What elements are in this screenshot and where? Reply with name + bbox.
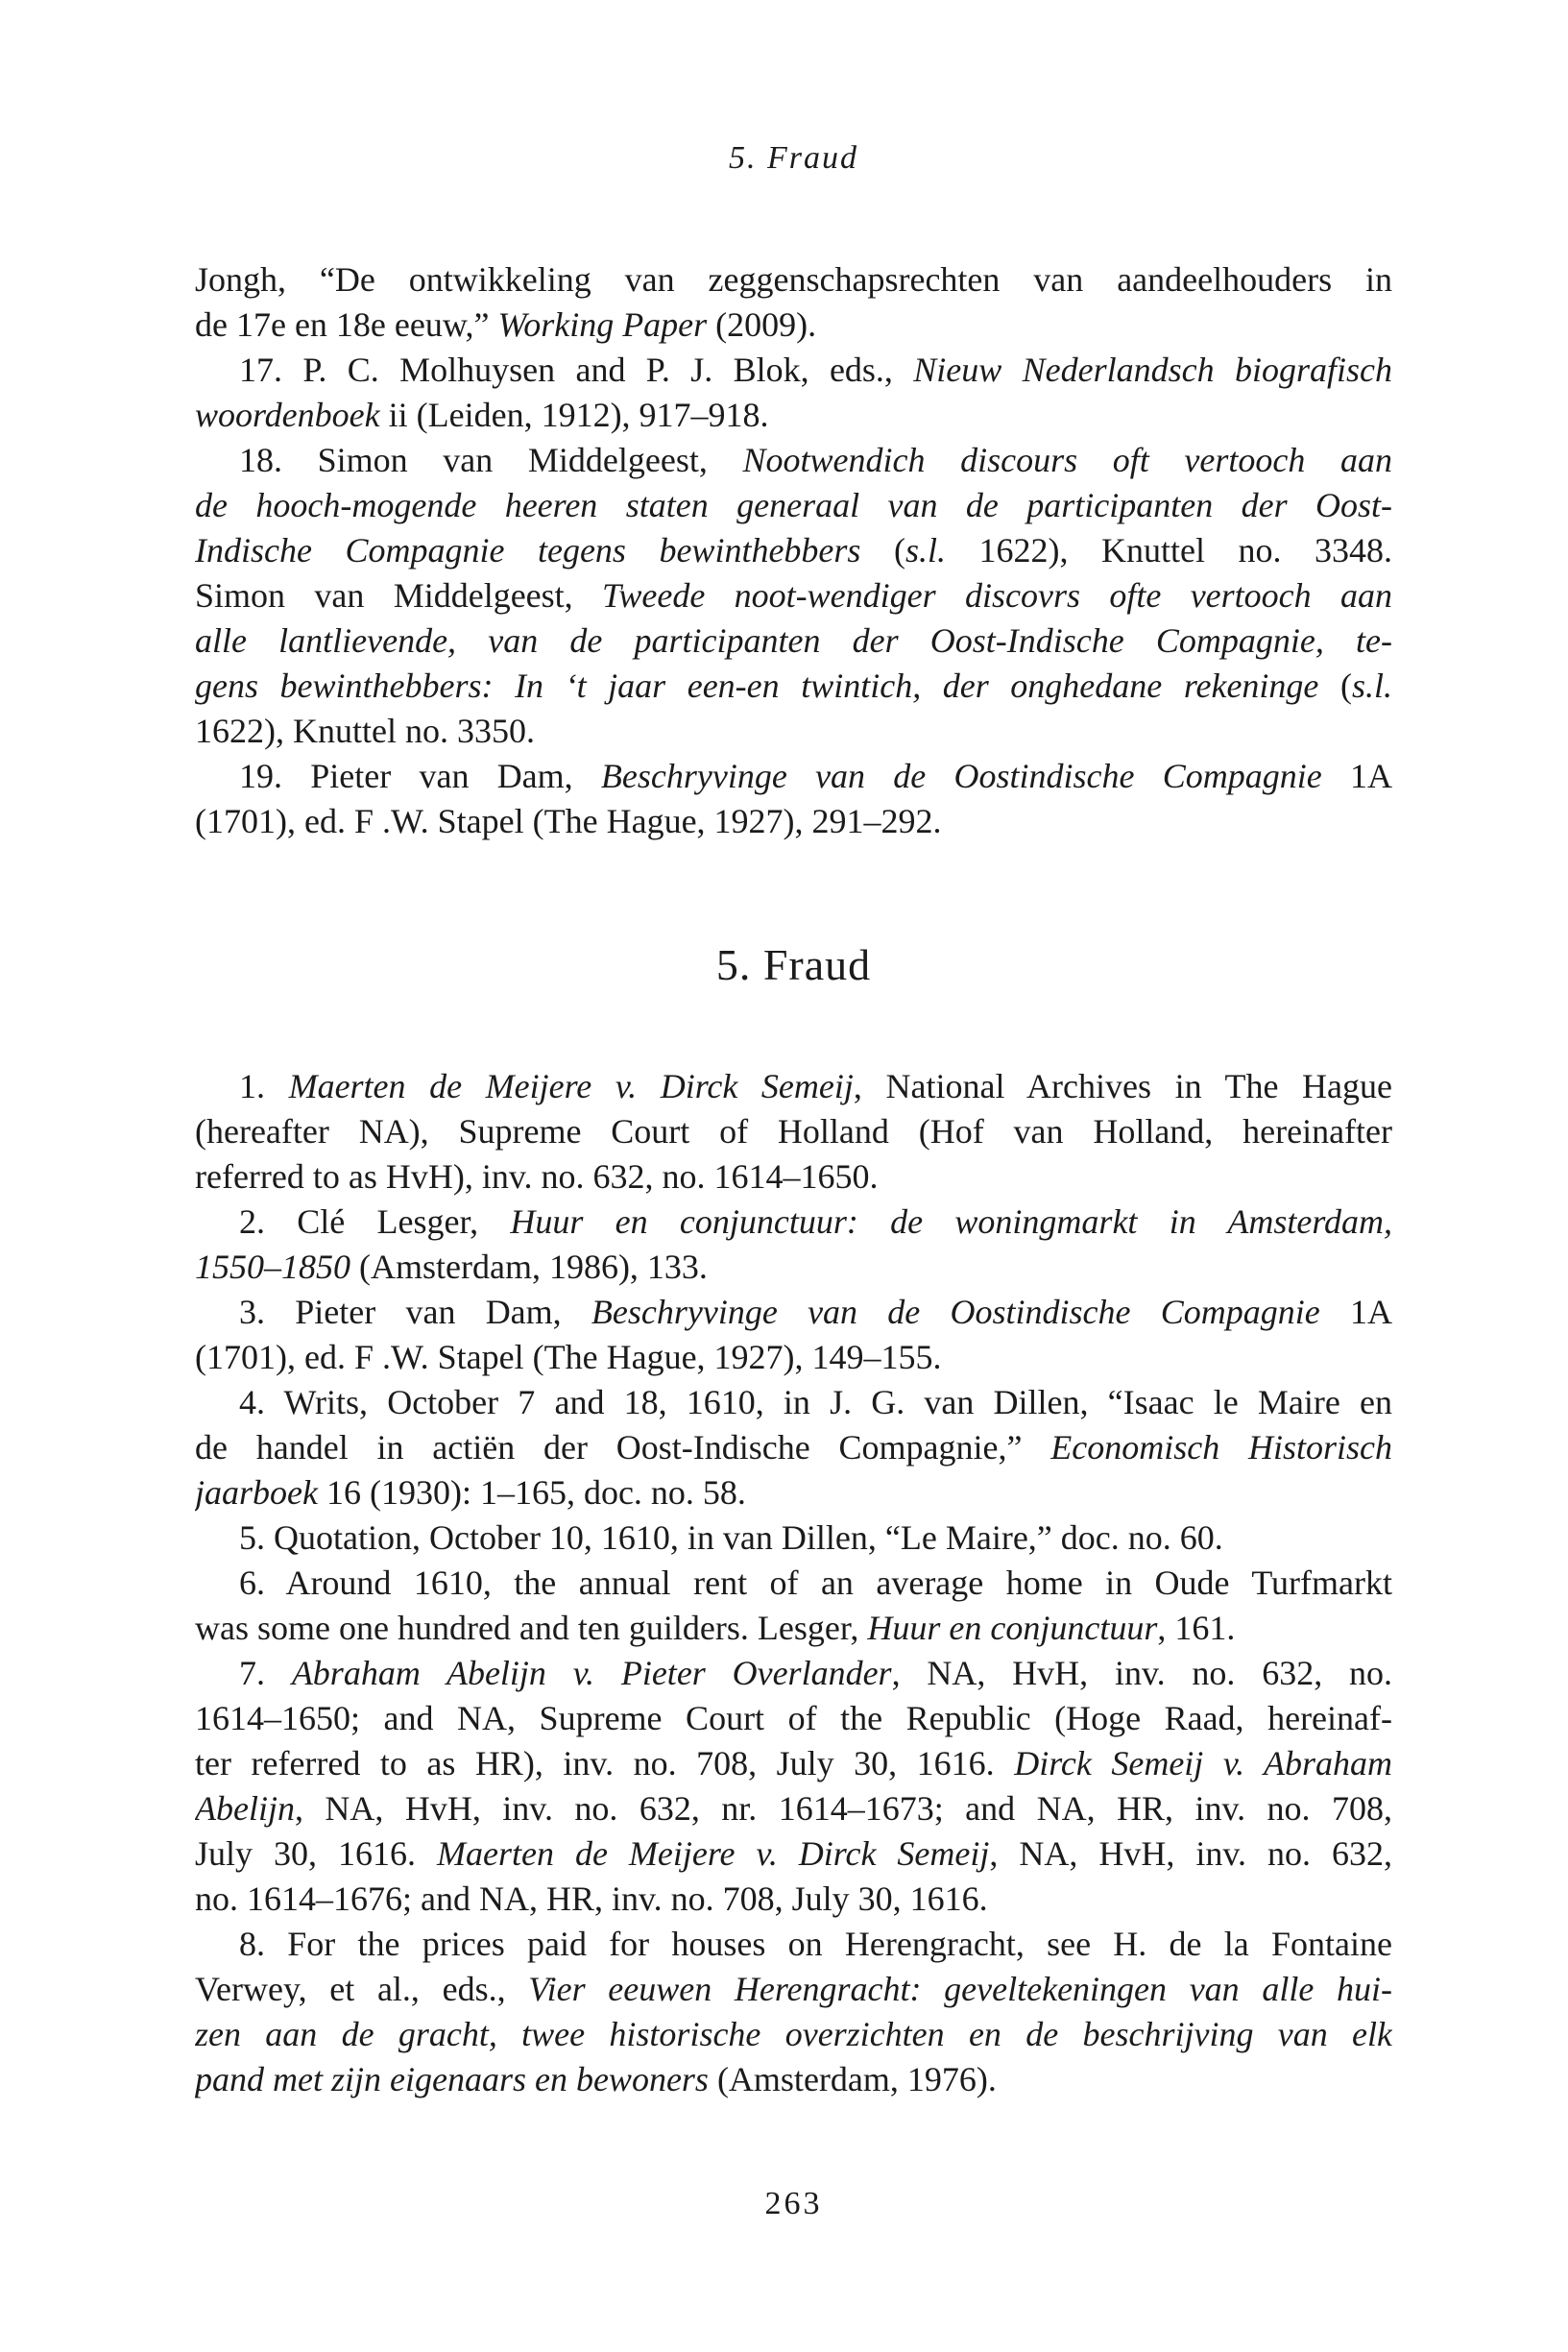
text-run: 3. Pieter van Dam,: [239, 1293, 591, 1331]
italic-text: Nootwendich discours oft vertooch aan: [742, 441, 1392, 479]
note-paragraph: [195, 1200, 1392, 1290]
text-run: , NA, HvH, inv. no. 632, nr. 1614–1673; and NA, HR, inv. no. 708,: [294, 1789, 1392, 1828]
italic-text: Abraham Abelijn v. Pieter Overlander: [291, 1654, 892, 1692]
italic-text: Beschryvinge van de Oostindische Compagnie: [591, 1293, 1320, 1331]
note-line: [195, 1064, 1392, 1109]
note-line: [195, 1922, 1392, 1967]
italic-text: Vier eeuwen Herengracht: geveltekeningen van alle hui-: [528, 1970, 1392, 2008]
note-line: [195, 1470, 1392, 1515]
note-paragraph: [195, 1064, 1392, 1200]
text-run: 18. Simon van Middelgeest,: [239, 441, 743, 479]
text-run: , NA, HvH, inv. no. 632,: [989, 1834, 1392, 1873]
text-run: , NA, HvH, inv. no. 632, no.: [891, 1654, 1392, 1692]
text-run: 1622), Knuttel no. 3348.: [945, 531, 1392, 570]
italic-text: alle lantlievende, van de participanten der Oost-Indische Compagnie, te-: [195, 621, 1392, 660]
text-run: was some one hundred and ten guilders. Lesger,: [195, 1609, 868, 1647]
text-run: Jongh, “De ontwikkeling van zeggenschapsrechten van aandeelhouders in: [195, 260, 1392, 299]
italic-text: Working Paper: [497, 305, 708, 344]
text-run: ii (Leiden, 1912), 917–918.: [379, 396, 769, 434]
text-run: de 17e en 18e eeuw,”: [195, 305, 498, 344]
note-line: [195, 257, 1392, 303]
text-run: 16 (1930): 1–165, doc. no. 58.: [317, 1473, 746, 1512]
text-run: 6. Around 1610, the annual rent of an average home in Oude Turfmarkt: [239, 1564, 1392, 1602]
italic-text: pand met zijn eigenaars en bewoners: [195, 2060, 709, 2098]
text-run: 1A: [1321, 757, 1392, 795]
note-paragraph: [195, 1290, 1392, 1380]
note-line: [195, 348, 1392, 393]
text-run: Simon van Middelgeest,: [195, 576, 603, 615]
note-line: [195, 799, 1392, 844]
note-paragraph: [195, 1515, 1392, 1561]
note-line: [195, 1109, 1392, 1154]
note-line: [195, 1831, 1392, 1877]
text-run: 8. For the prices paid for houses on Herengracht, see H. de la Fontaine: [239, 1925, 1392, 1963]
italic-text: gens bewinthebbers: In ‘t jaar een-en twintich, der onghedane rekeninge: [195, 667, 1319, 705]
italic-text: s.l.: [1351, 667, 1392, 705]
note-line: [195, 1696, 1392, 1741]
text-run: referred to as HvH), inv. no. 632, no. 1614–1650.: [195, 1157, 879, 1196]
note-line: [195, 2012, 1392, 2057]
note-line: [195, 1651, 1392, 1696]
text-run: ter referred to as HR), inv. no. 708, July 30, 1616.: [195, 1744, 1015, 1782]
page-number: 263: [764, 2186, 823, 2221]
note-line: [195, 1380, 1392, 1425]
text-run: 1614–1650; and NA, Supreme Court of the Republic (Hoge Raad, hereinaf-: [195, 1699, 1392, 1737]
text-run: July 30, 1616.: [195, 1834, 437, 1873]
text-run: (2009).: [707, 305, 817, 344]
note-line: [195, 528, 1392, 573]
italic-text: Beschryvinge van de Oostindische Compagnie: [600, 757, 1322, 795]
note-line: [195, 754, 1392, 799]
text-run: 1A: [1319, 1293, 1392, 1331]
text-run: de handel in actiën der Oost-Indische Compagnie,”: [195, 1428, 1051, 1467]
note-line: [195, 1154, 1392, 1200]
note-paragraph: [195, 1651, 1392, 1922]
note-line: [195, 1515, 1392, 1561]
text-run: (Amsterdam, 1986), 133.: [350, 1248, 708, 1286]
text-run: 5. Quotation, October 10, 1610, in van Dillen, “Le Maire,” doc. no. 60.: [239, 1518, 1223, 1557]
text-run: 7.: [239, 1654, 292, 1692]
note-paragraph: [195, 1380, 1392, 1515]
text-run: 1622), Knuttel no. 3350.: [195, 712, 535, 750]
endnotes-previous-chapter: [195, 257, 1392, 844]
endnotes-chapter-5: [195, 1064, 1392, 2102]
text-run: 2. Clé Lesger,: [239, 1202, 511, 1241]
italic-text: Indische Compagnie tegens bewinthebbers: [195, 531, 861, 570]
text-run: (1701), ed. F .W. Stapel (The Hague, 1927), 149–155.: [195, 1338, 942, 1376]
text-run: 4. Writs, October 7 and 18, 1610, in J. G. van Dillen, “Isaac le Maire en: [239, 1383, 1392, 1421]
note-paragraph: [195, 257, 1392, 348]
note-line: [195, 664, 1392, 709]
section-heading: 5. Fraud: [715, 940, 872, 989]
italic-text: zen aan de gracht, twee historische overzichten en de beschrijving van elk: [195, 2015, 1392, 2053]
note-paragraph: [195, 348, 1392, 438]
note-line: [195, 1606, 1392, 1651]
italic-text: Abelijn: [195, 1789, 295, 1828]
text-run: , 161.: [1157, 1609, 1236, 1647]
running-head: 5. Fraud: [729, 140, 858, 176]
text-run: 17. P. C. Molhuysen and P. J. Blok, eds.,: [239, 351, 914, 389]
italic-text: jaarboek: [195, 1473, 318, 1512]
note-paragraph: [195, 438, 1392, 754]
note-line: [195, 1245, 1392, 1290]
text-run: (hereafter NA), Supreme Court of Holland (Hof van Holland, hereinafter: [195, 1112, 1392, 1151]
text-run: (Amsterdam, 1976).: [708, 2060, 997, 2098]
note-line: [195, 1967, 1392, 2012]
note-line: [195, 1290, 1392, 1335]
note-paragraph: [195, 1561, 1392, 1651]
note-line: [195, 1335, 1392, 1380]
note-line: [195, 618, 1392, 664]
note-line: [195, 438, 1392, 483]
note-line: [195, 1741, 1392, 1786]
text-run: no. 1614–1676; and NA, HR, inv. no. 708, July 30, 1616.: [195, 1879, 988, 1918]
note-line: [195, 483, 1392, 528]
text-run: 19. Pieter van Dam,: [239, 757, 601, 795]
italic-text: de hooch-mogende heeren staten generaal van de participanten der Oost-: [195, 486, 1392, 524]
note-line: [195, 2057, 1392, 2102]
note-line: [195, 393, 1392, 438]
text-run: , National Archives in The Hague: [853, 1067, 1392, 1105]
note-line: [195, 1425, 1392, 1470]
italic-text: Economisch Historisch: [1050, 1428, 1392, 1467]
note-line: [195, 303, 1392, 348]
note-line: [195, 1561, 1392, 1606]
text-run: (: [860, 531, 905, 570]
italic-text: s.l.: [905, 531, 946, 570]
italic-text: Tweede noot-wendiger discovrs ofte vertooch aan: [602, 576, 1392, 615]
text-run: (1701), ed. F .W. Stapel (The Hague, 1927), 291–292.: [195, 802, 942, 840]
note-line: [195, 709, 1392, 754]
italic-text: Nieuw Nederlandsch biografisch: [913, 351, 1392, 389]
text-run: 1.: [239, 1067, 289, 1105]
text-run: Verwey, et al., eds.,: [195, 1970, 529, 2008]
note-paragraph: [195, 754, 1392, 844]
italic-text: Maerten de Meijere v. Dirck Semeij: [437, 1834, 990, 1873]
italic-text: Huur en conjunctuur: [867, 1609, 1158, 1647]
italic-text: Maerten de Meijere v. Dirck Semeij: [288, 1067, 854, 1105]
italic-text: Dirck Semeij v. Abraham: [1014, 1744, 1392, 1782]
note-line: [195, 573, 1392, 618]
italic-text: Huur en conjunctuur: de woningmarkt in Amsterdam,: [510, 1202, 1392, 1241]
italic-text: 1550–1850: [195, 1248, 350, 1286]
note-line: [195, 1786, 1392, 1831]
note-line: [195, 1877, 1392, 1922]
note-paragraph: [195, 1922, 1392, 2102]
italic-text: woordenboek: [195, 396, 380, 434]
text-run: (: [1318, 667, 1352, 705]
note-line: [195, 1200, 1392, 1245]
